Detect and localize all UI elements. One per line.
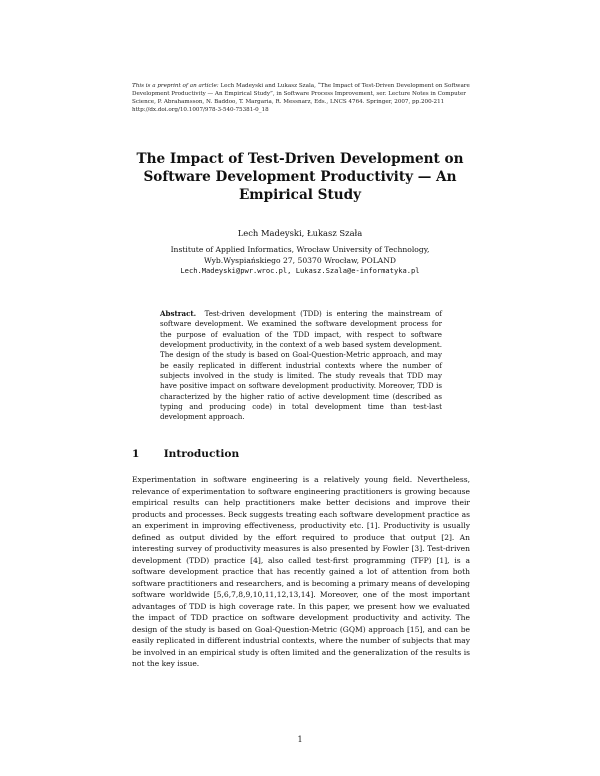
- preprint-citation: Lech Madeyski and Lukasz Szala, “The Impact of Test-Driven Development on Software Development Productivity — An Empirical Study”, in Software Process Improvement, ser. Lecture Notes in Computer Science, P. Abrahamsson, N. Baddoo, T. Margaria, R. Messnarz, Eds., LNCS 4764. Springer, 2007, pp.200-211: [132, 83, 470, 105]
- affiliation-institute: Institute of Applied Informatics, Wrocław University of Technology,: [170, 245, 430, 254]
- paper-title: The Impact of Test-Driven Development on Software Development Productivity — An Empirical Study: [136, 151, 464, 203]
- affiliation: [130, 245, 470, 277]
- preprint-doi-link[interactable]: http://dx.doi.org/10.1007/978-3-540-75381-0_18: [132, 106, 269, 113]
- abstract-text: Test-driven development (TDD) is entering the mainstream of software development. We examined the software development process for the purpose of evaluation of the TDD impact, with respect to software development productivity, in the context of a web based system development. The design of the study is based on Goal-Question-Metric approach, and may be easily replicated in different industrial contexts where the number of subjects involved in the study is limited. The study reveals that TDD may have positive impact on software development productivity. Moreover, TDD is characterized by the higher ratio of active development time (described as typing and producing code) in total development time than test-last development approach.: [160, 309, 443, 422]
- preprint-notice: [132, 83, 472, 115]
- section-number: 1: [132, 448, 140, 460]
- author-emails[interactable]: Lech.Madeyski@pwr.wroc.pl, Lukasz.Szala@e-informatyka.pl: [180, 266, 420, 275]
- introduction-paragraph: Experimentation in software engineering is a relatively young field. Nevertheless, relevance of experimentation to software engineering practitioners is growing because empirical results can help practitioners make better decisions and improve their products and processes. Beck suggests treating each software development practice as an experiment in improving effectiveness, productivity etc. [1]. Productivity is usually defined as output divided by the effort required to produce that output [2]. An interesting survey of productivity measures is also presented by Fowler [3]. Test-driven development (TDD) practice [4], also called test-first programming (TFP) [1], is a software development practice that has recently gained a lot of attention from both software practitioners and researchers, and is becoming a primary means of developing software worldwide [5,6,7,8,9,10,11,12,13,14]. Moreover, one of the most important advantages of TDD is high coverage rate. In this paper, we present how we evaluated the impact of TDD practice on software development productivity and activity. The design of the study is based on Goal-Question-Metric (GQM) approach [15], and can be easily replicated in different industrial contexts, where the number of subjects that may be involved in an empirical study is often limited and the generalization of the results is not the key issue.: [132, 475, 471, 668]
- paper-authors: Lech Madeyski, Łukasz Szała: [237, 228, 363, 238]
- abstract-label: Abstract.: [160, 309, 197, 318]
- preprint-lead: This is a preprint of an article:: [132, 83, 219, 89]
- affiliation-address: Wyb.Wyspiańskiego 27, 50370 Wrocław, POLAND: [204, 255, 396, 265]
- section-heading: [132, 448, 472, 460]
- abstract: [160, 309, 442, 423]
- section-title: Introduction: [163, 448, 240, 460]
- page-number: 1: [297, 735, 303, 744]
